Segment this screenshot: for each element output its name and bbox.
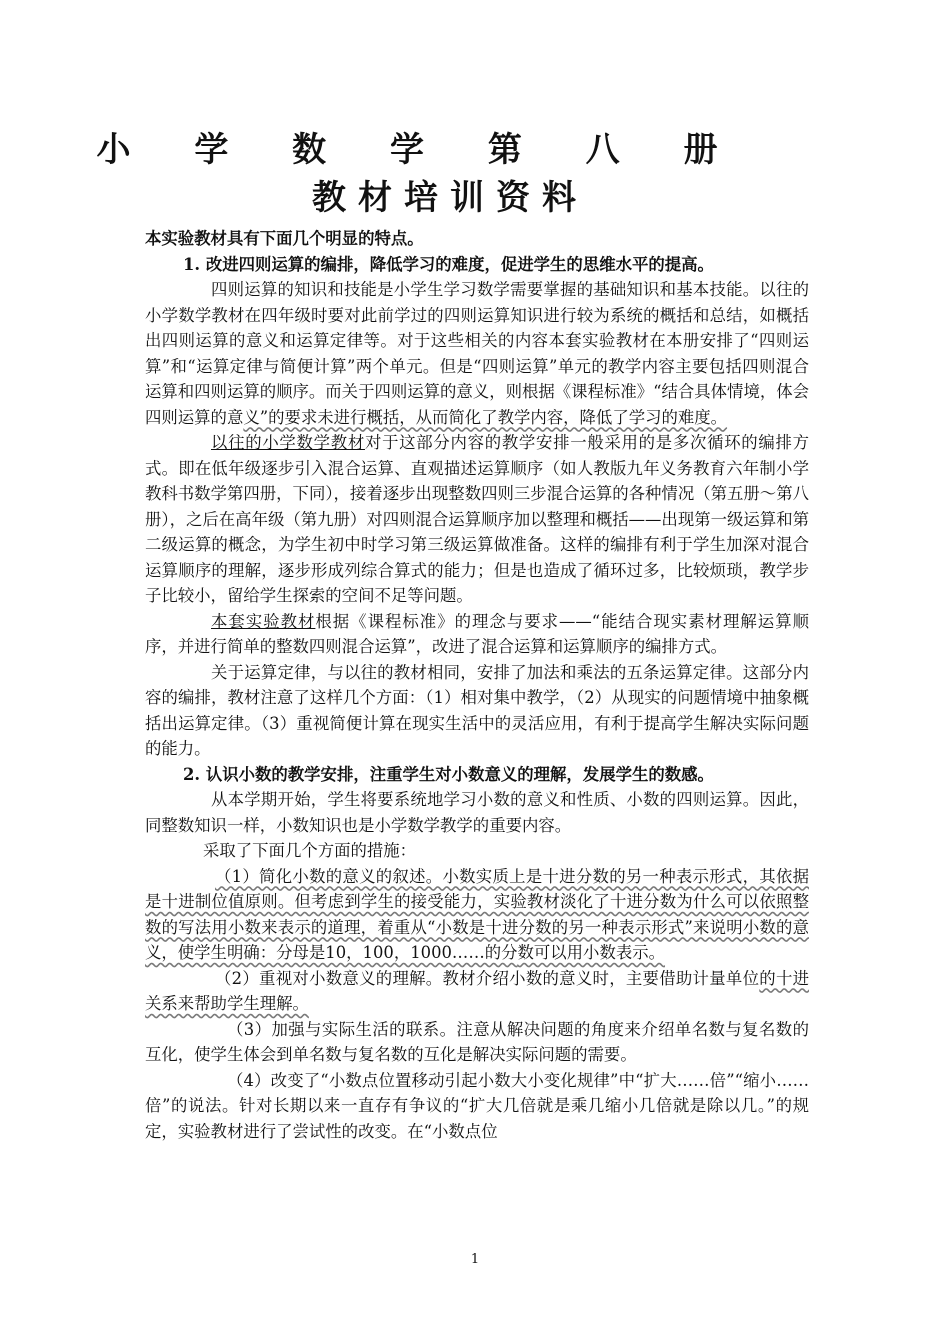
paragraph-3 [145, 609, 809, 660]
paragraph-2-text: 对于这部分内容的教学安排一般采用的是多次循环的编排方式。即在低年级逐步引入混合运算、直观描述运算顺序（如人教版九年义务教育六年制小学教科书数学第四册，下同），接着逐步出现整数四则三步混合运算的各种情况（第五册～第八册），之后在高年级（第九册）对四则混合运算顺序加以整理和概括——出现第一级运算和第二级运算的概念，为学生初中时学习第三级运算做准备。这样的编排有利于学生加深对混合运算顺序的理解，逐步形成列综合算式的能力；但是也造成了循环过多，比较烦琐，教学步子比较小，留给学生探索的空间不足等问题。 [145, 433, 810, 605]
paragraph-8-tail: 的十进关系来帮助学生理解。 [145, 968, 810, 1013]
document-title-line2: 教材培训资料 [312, 178, 588, 218]
intro-line: 本实验教材具有下面几个明显的特点。 [145, 229, 424, 248]
paragraph-2 [145, 430, 809, 609]
paragraph-10: （4）改变了“小数点位置移动引起小数大小变化规律”中“扩大……倍”“缩小……倍”的说法。针对长期以来一直存有争议的“扩大几倍就是乘几缩小几倍就是除以几。”的规定，实验教材进行了尝试性的改变。在“小数点位 [145, 1070, 809, 1141]
paragraph-4: 关于运算定律，与以往的教材相同，安排了加法和乘法的五条运算定律。这部分内容的编排，教材注意了这样几个方面：（1）相对集中教学，（2）从现实的问题情境中抽象概括出运算定律。（3）重视简便计算在现实生活中的灵活应用，有利于提高学生解决实际问题的能力。 [145, 662, 809, 758]
underlined-term-1: 以往的小学数学教材 [211, 433, 365, 452]
paragraph-8-text: （2）重视对小数意义的理解。教材介绍小数的意义时，主要借助计量单位 [215, 968, 760, 988]
document-body [145, 226, 809, 1144]
document-title-line1: 小 学 数 学 第 八 册 [96, 130, 744, 170]
section-heading-2: 2. 认识小数的教学安排，注重学生对小数意义的理解，发展学生的数感。 [183, 764, 714, 784]
paragraph-1-text: 四则运算的知识和技能是小学生学习数学需要掌握的基础知识和基本技能。以往的小学数学教材在四年级时要对此前学过的四则运算知识进行较为系统的概括和总结，如概括出四则运算的意义和运算定律等。对于这些相关的内容本套实验教材在本册安排了“四则运算”和“运算定律与简便计算”两个单元。但是“四则运算”单元的教学内容主要包括四则混合运算和四则运算的顺序。而关于四则运算的意义，则根据《课程标准》“结合具体情境，体会四则运算的意 [145, 280, 810, 427]
paragraph-5: 从本学期开始，学生将要系统地学习小数的意义和性质、小数的四则运算。因此，同整数知识一样，小数知识也是小学数学教学的重要内容。 [145, 790, 809, 835]
paragraph-8 [145, 966, 809, 1017]
underlined-term-2: 本套实验教材 [211, 611, 316, 631]
paragraph-1 [145, 277, 809, 430]
section-heading-1: 1. 改进四则运算的编排，降低学习的难度，促进学生的思维水平的提高。 [183, 254, 714, 274]
paragraph-1-tail: 义”的要求未进行概括，从而简化了教学内容，降低了学习的难度。 [243, 407, 728, 427]
page-number: 1 [470, 1252, 480, 1267]
paragraph-6: 采取了下面几个方面的措施： [203, 841, 417, 860]
paragraph-7-text: （1）简化小数的意义的叙述。小数实质上是十进分数的另一种表示形式，其依据是十进制位值原则。但考虑到学生的接受能力，实验教材淡化了十进分数为什么可以依照整数的写法用小数来表示的道理，着重从“小数是十进分数的另一种表示形式”来说明小数的意义，使学生明确：分母是10，100，1000……的分 [145, 866, 809, 962]
paragraph-9: （3）加强与实际生活的联系。注意从解决问题的角度来介绍单名数与复名数的互化，使学生体会到单名数与复名数的互化是解决实际问题的需要。 [145, 1019, 809, 1064]
paragraph-7 [145, 864, 809, 966]
paragraph-7-tail: 数可以用小数表示。 [517, 943, 666, 962]
paragraph-3-text: 根据《课程标准》的理念与要求——“能结合现实素材理解运算顺序，并进行简单的整数四则混合运算”，改进了混合运算和运算顺序的编排方式。 [145, 611, 809, 656]
